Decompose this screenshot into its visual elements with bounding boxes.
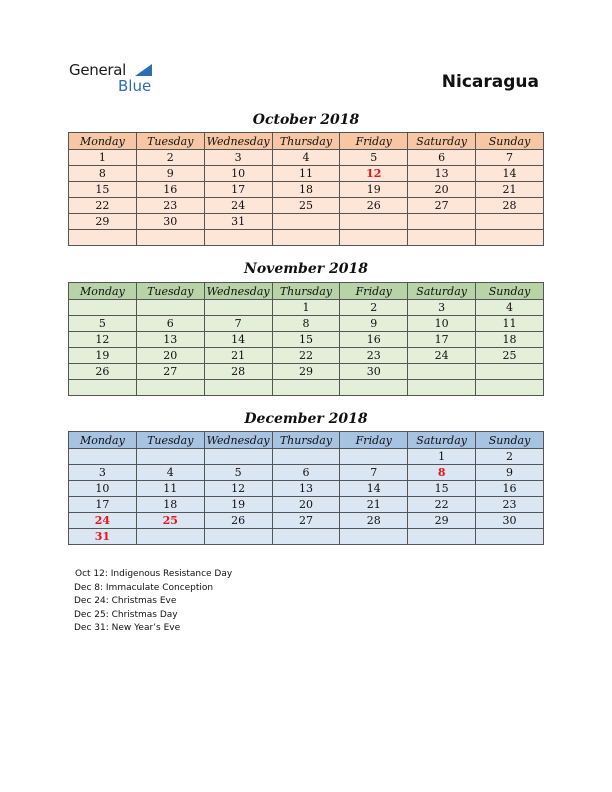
- day-cell: 2: [476, 449, 544, 465]
- day-cell: 10: [69, 481, 137, 497]
- day-cell: 27: [136, 364, 204, 380]
- day-cell: 19: [204, 497, 272, 513]
- weekday-header-sunday: Sunday: [476, 283, 544, 300]
- holiday-list-item: Dec 25: Christmas Day: [74, 609, 178, 620]
- week-row: [69, 198, 544, 214]
- day-cell: 25: [136, 513, 204, 529]
- empty-day-cell: [272, 380, 340, 396]
- day-cell: 30: [476, 513, 544, 529]
- weekday-header-row: [69, 283, 544, 300]
- day-cell: 11: [476, 316, 544, 332]
- weekday-header-wednesday: Wednesday: [204, 432, 272, 449]
- day-cell: 1: [272, 300, 340, 316]
- day-cell: 15: [272, 332, 340, 348]
- day-cell: 8: [272, 316, 340, 332]
- day-cell: 7: [476, 150, 544, 166]
- day-cell: 29: [408, 513, 476, 529]
- week-row: [69, 497, 544, 513]
- day-cell: 7: [204, 316, 272, 332]
- week-row: [69, 529, 544, 545]
- weekday-header-sunday: Sunday: [476, 432, 544, 449]
- day-cell: 4: [476, 300, 544, 316]
- day-cell: 26: [340, 198, 408, 214]
- weekday-header-friday: Friday: [340, 432, 408, 449]
- day-cell: 5: [204, 465, 272, 481]
- day-cell: 6: [136, 316, 204, 332]
- day-cell: 2: [136, 150, 204, 166]
- day-cell: 26: [204, 513, 272, 529]
- day-cell: 10: [408, 316, 476, 332]
- day-cell: 14: [204, 332, 272, 348]
- week-row: [69, 316, 544, 332]
- holiday-list-item: Dec 8: Immaculate Conception: [74, 582, 214, 593]
- logo-word-blue: Blue: [118, 77, 152, 95]
- day-cell: 23: [136, 198, 204, 214]
- weekday-header-monday: Monday: [69, 432, 137, 449]
- day-cell: 8: [408, 465, 476, 481]
- day-cell: 22: [69, 198, 137, 214]
- day-cell: 3: [204, 150, 272, 166]
- day-cell: 12: [340, 166, 408, 182]
- day-cell: 24: [69, 513, 137, 529]
- logo-triangle-icon: [135, 64, 152, 76]
- empty-day-cell: [204, 380, 272, 396]
- holiday-list-item: Dec 24: Christmas Eve: [74, 596, 177, 606]
- empty-day-cell: [69, 230, 137, 246]
- weekday-header-sunday: Sunday: [476, 133, 544, 150]
- day-cell: 30: [136, 214, 204, 230]
- day-cell: 17: [204, 182, 272, 198]
- day-cell: 21: [204, 348, 272, 364]
- empty-day-cell: [136, 449, 204, 465]
- country-title: Nicaragua: [441, 72, 539, 92]
- week-row: [69, 332, 544, 348]
- day-cell: 18: [476, 332, 544, 348]
- day-cell: 24: [204, 198, 272, 214]
- day-cell: 17: [69, 497, 137, 513]
- week-row: [69, 230, 544, 246]
- day-cell: 13: [408, 166, 476, 182]
- day-cell: 7: [340, 465, 408, 481]
- day-cell: 29: [272, 364, 340, 380]
- day-cell: 15: [69, 182, 137, 198]
- weekday-header-friday: Friday: [340, 283, 408, 300]
- month-title-october: October 2018: [252, 112, 360, 128]
- empty-day-cell: [204, 529, 272, 545]
- week-row: [69, 513, 544, 529]
- day-cell: 19: [69, 348, 137, 364]
- week-row: [69, 364, 544, 380]
- empty-day-cell: [476, 529, 544, 545]
- week-row: [69, 182, 544, 198]
- weekday-header-row: [69, 133, 544, 150]
- day-cell: 16: [476, 481, 544, 497]
- day-cell: 6: [272, 465, 340, 481]
- empty-day-cell: [408, 230, 476, 246]
- day-cell: 4: [272, 150, 340, 166]
- empty-day-cell: [476, 214, 544, 230]
- day-cell: 26: [69, 364, 137, 380]
- day-cell: 10: [204, 166, 272, 182]
- day-cell: 11: [272, 166, 340, 182]
- holiday-list-item: Dec 31: New Year’s Eve: [74, 623, 181, 633]
- weekday-header-row: [69, 432, 544, 449]
- day-cell: 13: [272, 481, 340, 497]
- day-cell: 19: [340, 182, 408, 198]
- empty-day-cell: [272, 214, 340, 230]
- weekday-header-tuesday: Tuesday: [136, 432, 204, 449]
- day-cell: 21: [476, 182, 544, 198]
- day-cell: 31: [204, 214, 272, 230]
- empty-day-cell: [272, 529, 340, 545]
- holiday-list-item: Oct 12: Indigenous Resistance Day: [75, 569, 233, 579]
- empty-day-cell: [69, 300, 137, 316]
- empty-day-cell: [408, 214, 476, 230]
- day-cell: 20: [408, 182, 476, 198]
- month-title-december: December 2018: [244, 411, 368, 427]
- day-cell: 16: [340, 332, 408, 348]
- day-cell: 14: [340, 481, 408, 497]
- day-cell: 27: [408, 198, 476, 214]
- weekday-header-tuesday: Tuesday: [136, 283, 204, 300]
- empty-day-cell: [408, 364, 476, 380]
- day-cell: 28: [476, 198, 544, 214]
- day-cell: 25: [476, 348, 544, 364]
- empty-day-cell: [476, 230, 544, 246]
- week-row: [69, 166, 544, 182]
- day-cell: 12: [69, 332, 137, 348]
- logo-word-general: General: [69, 61, 127, 79]
- day-cell: 20: [272, 497, 340, 513]
- weekday-header-wednesday: Wednesday: [204, 133, 272, 150]
- day-cell: 18: [272, 182, 340, 198]
- weekday-header-friday: Friday: [340, 133, 408, 150]
- empty-day-cell: [69, 449, 137, 465]
- weekday-header-monday: Monday: [69, 283, 137, 300]
- week-row: [69, 214, 544, 230]
- empty-day-cell: [136, 529, 204, 545]
- day-cell: 3: [408, 300, 476, 316]
- day-cell: 17: [408, 332, 476, 348]
- week-row: [69, 300, 544, 316]
- day-cell: 11: [136, 481, 204, 497]
- day-cell: 29: [69, 214, 137, 230]
- weekday-header-saturday: Saturday: [408, 283, 476, 300]
- day-cell: 23: [476, 497, 544, 513]
- day-cell: 22: [272, 348, 340, 364]
- day-cell: 5: [340, 150, 408, 166]
- weekday-header-saturday: Saturday: [408, 432, 476, 449]
- calendar-october: [68, 132, 544, 246]
- week-row: [69, 380, 544, 396]
- empty-day-cell: [408, 380, 476, 396]
- empty-day-cell: [204, 449, 272, 465]
- weekday-header-wednesday: Wednesday: [204, 283, 272, 300]
- day-cell: 1: [408, 449, 476, 465]
- day-cell: 14: [476, 166, 544, 182]
- day-cell: 20: [136, 348, 204, 364]
- weekday-header-tuesday: Tuesday: [136, 133, 204, 150]
- week-row: [69, 348, 544, 364]
- empty-day-cell: [136, 230, 204, 246]
- empty-day-cell: [272, 449, 340, 465]
- calendar-november: [68, 282, 544, 396]
- week-row: [69, 150, 544, 166]
- week-row: [69, 465, 544, 481]
- empty-day-cell: [272, 230, 340, 246]
- month-title-november: November 2018: [244, 261, 368, 277]
- weekday-header-thursday: Thursday: [272, 432, 340, 449]
- calendar-december: [68, 431, 544, 545]
- day-cell: 1: [69, 150, 137, 166]
- generalblue-logo: [69, 61, 169, 97]
- day-cell: 28: [204, 364, 272, 380]
- empty-day-cell: [340, 380, 408, 396]
- weekday-header-saturday: Saturday: [408, 133, 476, 150]
- week-row: [69, 481, 544, 497]
- empty-day-cell: [136, 380, 204, 396]
- day-cell: 12: [204, 481, 272, 497]
- day-cell: 8: [69, 166, 137, 182]
- day-cell: 16: [136, 182, 204, 198]
- week-row: [69, 449, 544, 465]
- empty-day-cell: [340, 214, 408, 230]
- day-cell: 2: [340, 300, 408, 316]
- empty-day-cell: [408, 529, 476, 545]
- empty-day-cell: [204, 230, 272, 246]
- day-cell: 27: [272, 513, 340, 529]
- day-cell: 23: [340, 348, 408, 364]
- empty-day-cell: [476, 380, 544, 396]
- day-cell: 28: [340, 513, 408, 529]
- empty-day-cell: [340, 449, 408, 465]
- weekday-header-thursday: Thursday: [272, 133, 340, 150]
- day-cell: 4: [136, 465, 204, 481]
- day-cell: 5: [69, 316, 137, 332]
- day-cell: 25: [272, 198, 340, 214]
- empty-day-cell: [136, 300, 204, 316]
- holiday-list: [74, 568, 232, 636]
- empty-day-cell: [340, 529, 408, 545]
- day-cell: 6: [408, 150, 476, 166]
- day-cell: 21: [340, 497, 408, 513]
- day-cell: 18: [136, 497, 204, 513]
- day-cell: 3: [69, 465, 137, 481]
- day-cell: 9: [476, 465, 544, 481]
- empty-day-cell: [69, 380, 137, 396]
- empty-day-cell: [340, 230, 408, 246]
- day-cell: 31: [69, 529, 137, 545]
- weekday-header-monday: Monday: [69, 133, 137, 150]
- day-cell: 9: [136, 166, 204, 182]
- empty-day-cell: [476, 364, 544, 380]
- day-cell: 9: [340, 316, 408, 332]
- day-cell: 13: [136, 332, 204, 348]
- empty-day-cell: [204, 300, 272, 316]
- weekday-header-thursday: Thursday: [272, 283, 340, 300]
- day-cell: 30: [340, 364, 408, 380]
- day-cell: 15: [408, 481, 476, 497]
- day-cell: 24: [408, 348, 476, 364]
- day-cell: 22: [408, 497, 476, 513]
